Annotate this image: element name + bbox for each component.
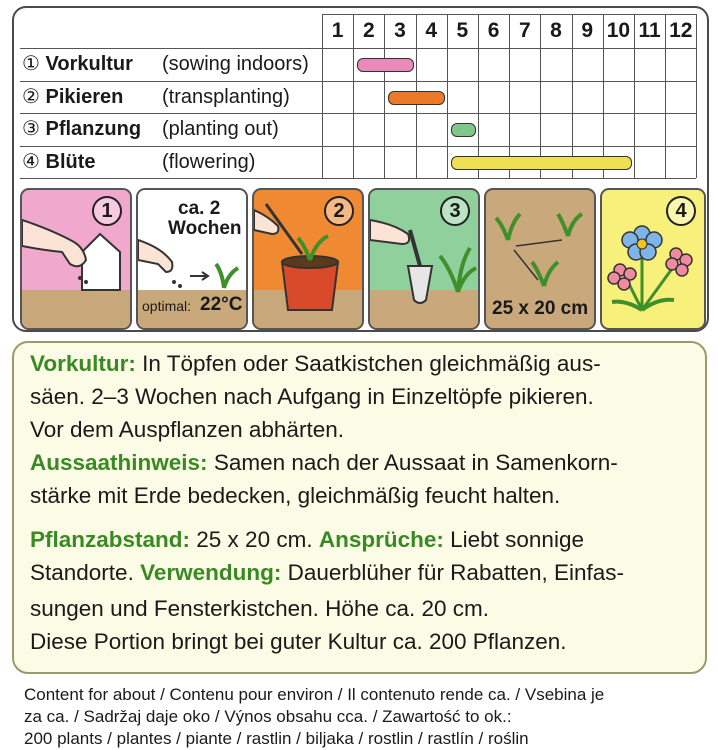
month-header: 3	[394, 19, 406, 42]
calendar-row-label	[22, 48, 309, 80]
text-line-6	[30, 525, 710, 555]
label-pflanzabstand: Pflanzabstand:	[30, 527, 191, 552]
month-header: 12	[669, 19, 693, 42]
row-number: ②	[22, 85, 46, 108]
label-aussaathinweis: Aussaathinweis:	[30, 450, 208, 475]
panel-planting-out	[368, 188, 480, 330]
text-line-3	[30, 415, 710, 445]
row-label-en: (sowing indoors)	[162, 53, 309, 75]
step-number-1: 1	[92, 196, 122, 226]
calendar-row-label	[22, 81, 290, 113]
grid-line	[696, 14, 697, 178]
panel-sowing-indoors	[20, 188, 132, 330]
text-aussaat-1: Samen nach der Aussaat in Samenkorn-	[207, 450, 618, 475]
panel-spacing	[484, 188, 596, 330]
month-header: 2	[362, 19, 375, 42]
row-label-de: Vorkultur	[45, 53, 133, 75]
row-number: ③	[22, 118, 46, 140]
text-abstand: 25 x 20 cm.	[190, 527, 319, 552]
grid-line	[478, 14, 479, 178]
text-line-1	[30, 349, 710, 379]
calendar-row-label	[22, 113, 279, 145]
calendar-row-label	[22, 146, 256, 178]
text-aussaat-2: stärke mit Erde bedecken, gleichmäßig feucht halten.	[30, 483, 561, 508]
period-bar	[451, 123, 476, 137]
label-verwendung: Verwendung:	[140, 560, 282, 585]
grid-line	[572, 14, 573, 178]
text-standorte: Standorte.	[30, 560, 141, 585]
text-verwendung-2: sungen und Fensterkistchen. Höhe ca. 20 cm.	[30, 596, 490, 621]
spacing-value: 25 x 20 cm	[492, 298, 589, 319]
text-line-5	[30, 481, 710, 511]
text-anspruch: Liebt sonnige	[443, 527, 584, 552]
text-line-2	[30, 382, 710, 412]
footer-line-3: 200 plants / plantes / piante / rastlin / biljaka / rostlin / rastlín / roślin	[24, 729, 529, 748]
text-line-4	[30, 448, 710, 478]
month-header: 8	[550, 19, 562, 42]
row-label-de: Pflanzung	[45, 118, 142, 140]
text-portion: Diese Portion bringt bei guter Kultur ca. 200 Pflanzen.	[30, 629, 567, 654]
grid-line	[20, 146, 696, 147]
text-vorkultur-3: Vor dem Auspflanzen abhärten.	[30, 417, 344, 442]
month-header: 6	[487, 19, 500, 42]
grid-line	[384, 14, 385, 178]
row-label-en: (transplanting)	[162, 85, 290, 108]
instructions-box	[12, 341, 707, 674]
row-number: ①	[22, 53, 46, 75]
month-header: 10	[606, 19, 631, 42]
grid-line	[20, 178, 696, 179]
month-header: 4	[425, 19, 438, 42]
optimal-temperature: 22°C	[200, 294, 243, 315]
row-label-en: (planting out)	[162, 118, 279, 140]
footer-line-1: Content for about / Contenu pour environ / Il contenuto rende ca. / Vsebina je	[24, 685, 605, 704]
grid-line	[447, 14, 448, 178]
grid-line	[603, 14, 604, 178]
text-vorkultur-1: In Töpfen oder Saatkistchen gleichmäßig aus-	[135, 351, 601, 376]
row-number: ④	[22, 150, 46, 173]
step-number-3: 3	[440, 196, 470, 226]
label-vorkultur: Vorkultur:	[30, 351, 136, 376]
row-label-en: (flowering)	[162, 150, 256, 173]
month-header: 9	[581, 19, 594, 42]
period-bar	[451, 156, 632, 170]
text-line-9	[30, 627, 710, 657]
grid-line	[322, 14, 323, 178]
duration-line-2: Wochen	[168, 218, 242, 239]
footer-content	[24, 684, 714, 750]
month-header: 11	[638, 19, 661, 42]
row-label-de: Pikieren	[45, 85, 124, 108]
optimal-label: optimal:	[142, 298, 192, 314]
footer-line-2: za ca. / Sadržaj daje oko / Výnos obsahu cca. / Zawartość to ok.:	[24, 707, 512, 726]
period-bar	[357, 58, 413, 72]
panel-flowering	[600, 188, 706, 330]
grid-line	[634, 14, 635, 178]
period-bar	[388, 91, 444, 105]
month-header: 5	[456, 19, 469, 42]
month-header: 1	[331, 19, 344, 42]
grid-line	[540, 14, 541, 178]
sowing-calendar-card	[12, 6, 709, 332]
step-number-4: 4	[666, 196, 696, 226]
label-ansprueche: Ansprüche:	[318, 527, 444, 552]
text-vorkultur-2: säen. 2–3 Wochen nach Aufgang in Einzeltöpfe pikieren.	[30, 384, 594, 409]
month-header: 7	[518, 19, 531, 42]
panel-transplanting	[252, 188, 364, 330]
grid-line	[509, 14, 510, 178]
grid-line	[665, 14, 666, 178]
duration-line-1: ca. 2	[178, 198, 221, 219]
grid-line	[353, 14, 354, 178]
panel-germination	[136, 188, 248, 330]
step-number-2: 2	[324, 196, 354, 226]
text-verwendung-1: Dauerblüher für Rabatten, Einfas-	[281, 560, 625, 585]
text-line-8	[30, 594, 710, 624]
text-line-7	[30, 558, 710, 588]
grid-line	[322, 14, 696, 15]
row-label-de: Blüte	[45, 150, 96, 173]
